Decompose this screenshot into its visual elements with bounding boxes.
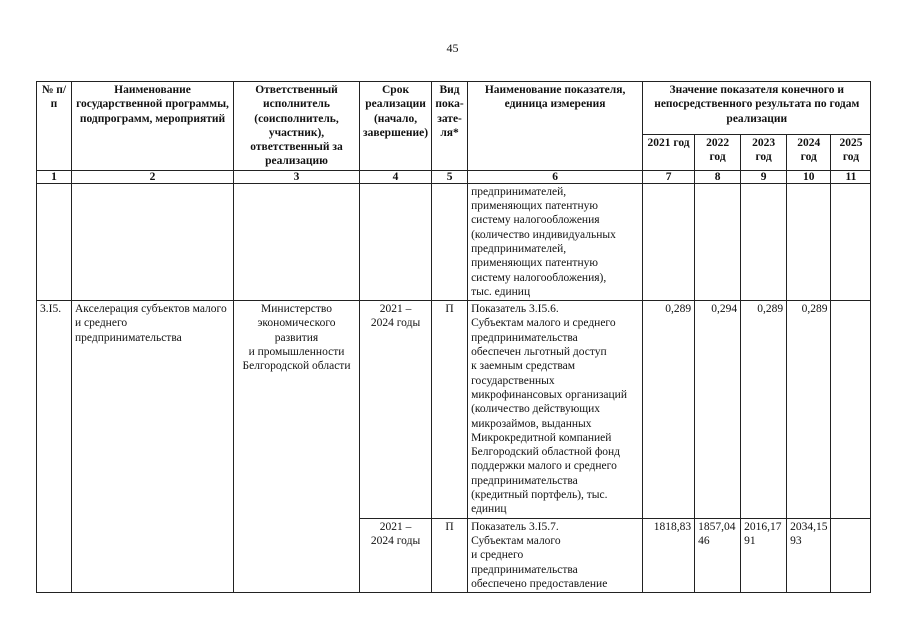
- row-value-cell: 1857,04 46: [695, 518, 741, 592]
- column-number: 6: [468, 170, 643, 183]
- column-number: 1: [37, 170, 72, 183]
- row-value-cell: [831, 183, 871, 300]
- row-value-cell: 0,289: [787, 301, 831, 518]
- column-number: 4: [360, 170, 432, 183]
- row-value-cell: [831, 301, 871, 518]
- header-type: Вид пока- зате- ля*: [432, 82, 468, 171]
- row-value-cell: 2016,17 91: [741, 518, 787, 592]
- row-value-cell: [831, 518, 871, 592]
- header-year-2022: 2022 год: [695, 134, 741, 170]
- column-number: 11: [831, 170, 871, 183]
- page-number: 45: [446, 41, 459, 55]
- header-year-2021: 2021 год: [643, 134, 695, 170]
- row-type-cell: [432, 183, 468, 300]
- row-value-cell: 1818,83: [643, 518, 695, 592]
- row-term-cell: 2021 – 2024 годы: [360, 301, 432, 518]
- header-responsible: Ответственный исполнитель (соисполнитель, участник), ответственный за реализацию: [234, 82, 360, 171]
- header-term: Срок реализации (начало, завершение): [360, 82, 432, 171]
- header-year-2023: 2023 год: [741, 134, 787, 170]
- column-number: 5: [432, 170, 468, 183]
- row-value-cell: [695, 183, 741, 300]
- column-number: 8: [695, 170, 741, 183]
- column-number: 9: [741, 170, 787, 183]
- table-row: [37, 301, 871, 518]
- row-value-cell: 0,289: [643, 301, 695, 518]
- row-value-cell: 0,294: [695, 301, 741, 518]
- row-type-cell: П: [432, 301, 468, 518]
- row-responsible-cell: Министерство экономического развития и промышленности Белгородской области: [234, 301, 360, 593]
- program-table: [36, 81, 871, 593]
- header-year-2025: 2025 год: [831, 134, 871, 170]
- row-num-cell: [37, 183, 72, 300]
- row-value-cell: [787, 183, 831, 300]
- row-responsible-cell: [234, 183, 360, 300]
- row-type-cell: П: [432, 518, 468, 592]
- row-num-cell: 3.I5.: [37, 301, 72, 593]
- header-num: № п/п: [37, 82, 72, 171]
- row-value-cell: [643, 183, 695, 300]
- header-values-group: Значение показателя конечного и непосредственного результата по годам реализации: [643, 82, 871, 135]
- row-value-cell: [741, 183, 787, 300]
- header-indicator: Наименование показателя, единица измерения: [468, 82, 643, 171]
- row-name-cell: [72, 183, 234, 300]
- row-name-cell: Акселерация субъектов малого и среднего предпринимательства: [72, 301, 234, 593]
- column-number: 3: [234, 170, 360, 183]
- column-number: 10: [787, 170, 831, 183]
- row-indicator-cell: Показатель 3.I5.7. Субъектам малого и среднего предпринимательства обеспечено предоставление: [468, 518, 643, 592]
- row-value-cell: 0,289: [741, 301, 787, 518]
- table-row: [37, 183, 871, 300]
- row-term-cell: [360, 183, 432, 300]
- header-name: Наименование государственной программы, подпрограмм, мероприятий: [72, 82, 234, 171]
- header-year-2024: 2024 год: [787, 134, 831, 170]
- row-term-cell: 2021 – 2024 годы: [360, 518, 432, 592]
- row-indicator-cell: Показатель 3.I5.6. Субъектам малого и среднего предпринимательства обеспечен льготный доступ к заемным средствам государственных микрофинансовых организаций (количество действующих микрозаймов, выданных Микрокредитной компанией Белгородский областной фонд поддержки малого и среднего предпринимательства (кредитный портфель), тыс. единиц: [468, 301, 643, 518]
- row-value-cell: 2034,15 93: [787, 518, 831, 592]
- column-number: 7: [643, 170, 695, 183]
- row-indicator-cell: предпринимателей, применяющих патентную систему налогообложения (количество индивидуальных предпринимателей, применяющих патентную систему налогообложения), тыс. единиц: [468, 183, 643, 300]
- column-number: 2: [72, 170, 234, 183]
